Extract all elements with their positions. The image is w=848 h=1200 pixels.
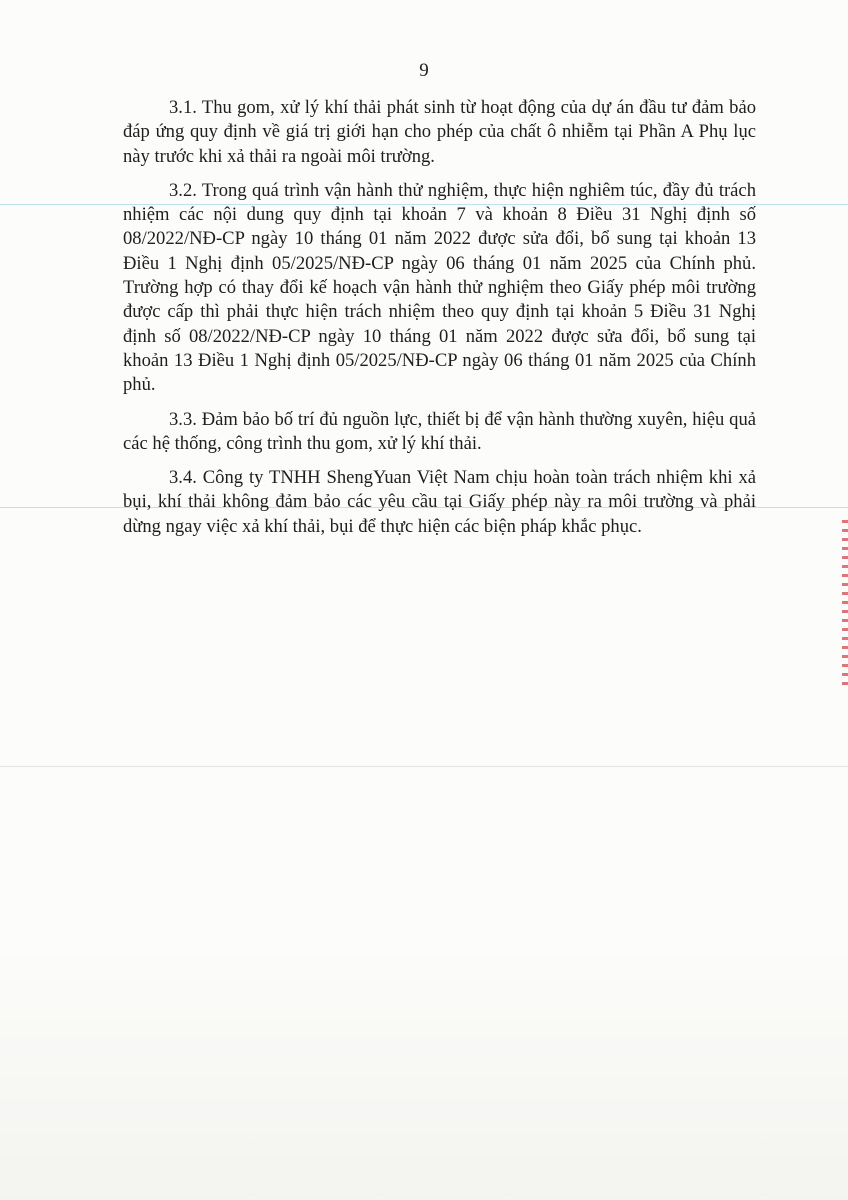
scan-shading <box>0 940 848 1200</box>
paragraph-3-4: 3.4. Công ty TNHH ShengYuan Việt Nam chịu hoàn toàn trách nhiệm khi xả bụi, khí thải không đảm bảo các yêu cầu tại Giấy phép này ra môi trường và phải dừng ngay việc xả khí thải, bụi để thực hiện các biện pháp khắc phục. <box>123 467 756 537</box>
document-body <box>123 96 756 549</box>
edge-stamp-mark <box>842 520 848 690</box>
paragraph-3-2: 3.2. Trong quá trình vận hành thử nghiệm, thực hiện nghiêm túc, đầy đủ trách nhiệm các nội dung quy định tại khoản 7 và khoản 8 Điều 31 Nghị định số 08/2022/NĐ-CP ngày 10 tháng 01 năm 2022 được sửa đổi, bổ sung tại khoản 13 Điều 1 Nghị định 05/2025/NĐ-CP ngày 06 tháng 01 năm 2025 của Chính phủ. Trường hợp có thay đổi kế hoạch vận hành thử nghiệm theo Giấy phép môi trường được cấp thì phải thực hiện trách nhiệm theo quy định tại khoản 5 Điều 31 Nghị định số 08/2022/NĐ-CP ngày 10 tháng 01 năm 2022 được sửa đổi, bổ sung tại khoản 13 Điều 1 Nghị định 05/2025/NĐ-CP ngày 06 tháng 01 năm 2025 của Chính phủ. <box>123 179 756 396</box>
scan-artifact-line <box>0 766 848 767</box>
paragraph-3-1: 3.1. Thu gom, xử lý khí thải phát sinh từ hoạt động của dự án đầu tư đảm bảo đáp ứng quy định về giá trị giới hạn cho phép của chất ô nhiễm tại Phần A Phụ lục này trước khi xả thải ra ngoài môi trường. <box>123 97 756 167</box>
paragraph-3-3: 3.3. Đảm bảo bố trí đủ nguồn lực, thiết bị để vận hành thường xuyên, hiệu quả các hệ thống, công trình thu gom, xử lý khí thải. <box>123 408 756 454</box>
page-number: 9 <box>419 60 429 81</box>
